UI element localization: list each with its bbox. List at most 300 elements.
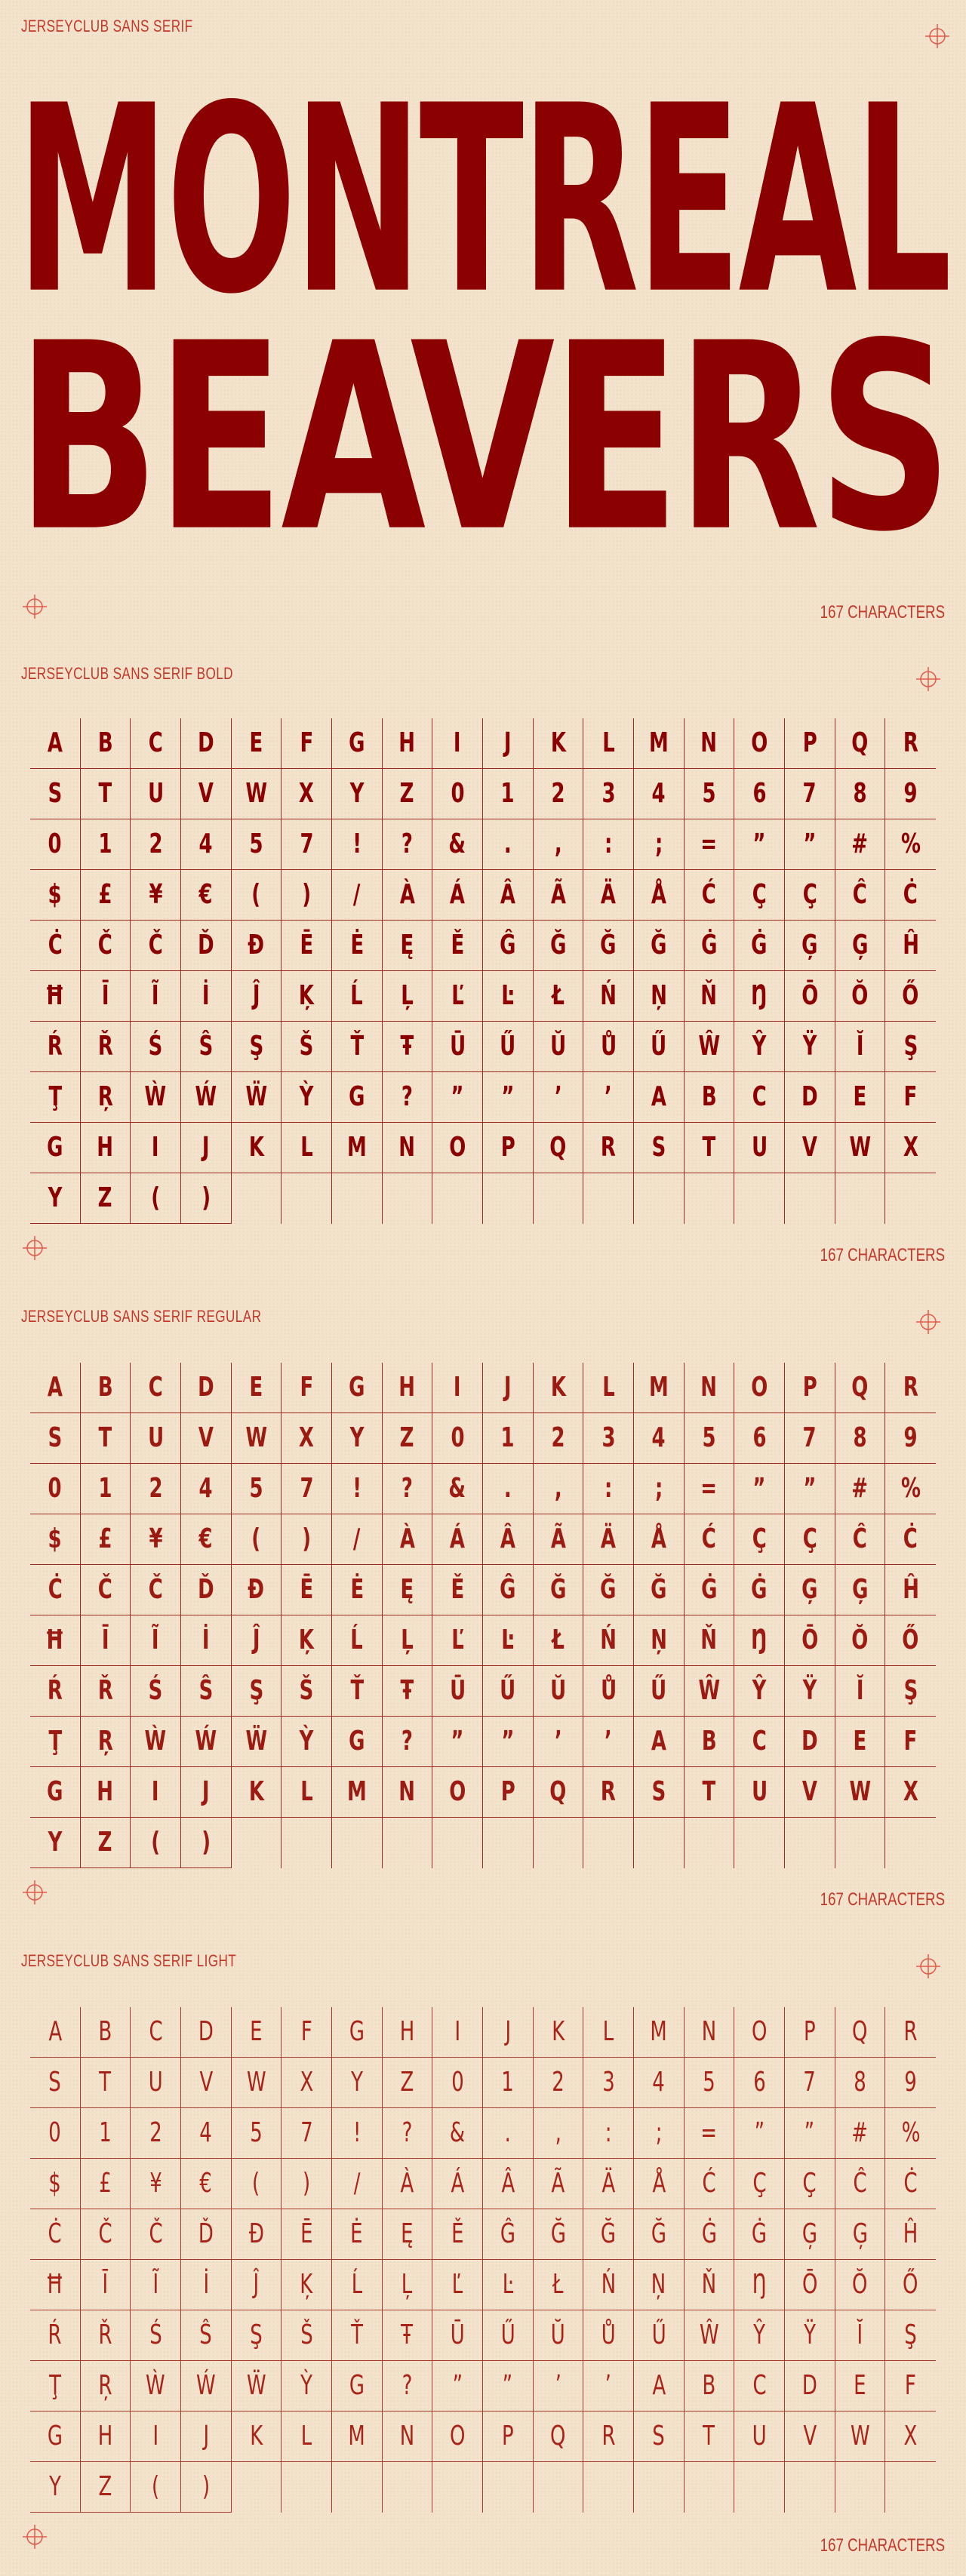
- glyph: Ŵ: [699, 2319, 719, 2350]
- glyph-cell: [885, 2007, 936, 2058]
- glyph: L: [300, 2421, 312, 2452]
- glyph: Ĝ: [500, 2218, 515, 2249]
- glyph: Ģ: [801, 930, 818, 961]
- glyph: Ľ: [451, 1625, 464, 1655]
- glyph: Ģ: [801, 2218, 817, 2249]
- glyph-cell: [81, 2361, 131, 2412]
- glyph-cell: [281, 2412, 332, 2462]
- glyph-cell: [583, 1767, 634, 1818]
- glyph: S: [652, 2421, 666, 2452]
- glyph-cell: [534, 2412, 584, 2462]
- glyph-cell: [583, 2361, 634, 2412]
- glyph-cell: [885, 1666, 936, 1717]
- glyph-cell: [785, 1123, 835, 1173]
- glyph: Ç: [802, 2168, 817, 2199]
- glyph-cell: [685, 1514, 735, 1565]
- glyph-cell: [534, 2159, 584, 2209]
- glyph-cell: [181, 819, 232, 870]
- glyph-cell: [483, 2361, 534, 2412]
- glyph: £: [98, 1523, 112, 1554]
- glyph-cell: [785, 2058, 835, 2108]
- glyph-cell: [181, 1464, 232, 1514]
- glyph: Ě: [451, 1574, 465, 1605]
- glyph-cell: [332, 1717, 383, 1767]
- glyph: Q: [851, 727, 869, 758]
- glyph-cell: [232, 2310, 282, 2361]
- glyph-cell: [483, 2159, 534, 2209]
- glyph: ?: [401, 1726, 414, 1757]
- glyph-cell: [281, 718, 332, 769]
- glyph: Y: [48, 1827, 63, 1858]
- glyph-cell: [281, 2108, 332, 2159]
- glyph: Ğ: [549, 1574, 567, 1605]
- glyph: E: [854, 2370, 866, 2401]
- glyph: Ě: [451, 2218, 464, 2249]
- glyph-cell: [131, 1818, 181, 1868]
- glyph-cell: [30, 2058, 81, 2108]
- glyph: Ġ: [752, 2218, 768, 2249]
- glyph: Ẃ: [196, 2370, 216, 2401]
- glyph: N: [701, 2016, 717, 2047]
- glyph: I: [454, 727, 461, 758]
- glyph-cell: [785, 1413, 835, 1464]
- glyph: Ľ: [451, 2269, 463, 2300]
- glyph-cell: [432, 1123, 483, 1173]
- glyph-cell: [81, 2462, 131, 2513]
- glyph: Ň: [700, 980, 718, 1011]
- crosshair-icon: [21, 1879, 48, 1906]
- glyph: ,: [554, 828, 562, 859]
- glyph: W: [849, 1776, 871, 1807]
- glyph-cell: [281, 1072, 332, 1123]
- glyph: Q: [852, 2016, 868, 2047]
- glyph: R: [903, 2016, 918, 2047]
- glyph: Ķ: [300, 2269, 313, 2300]
- glyph-cell: [181, 1717, 232, 1767]
- glyph: 1: [98, 1473, 112, 1504]
- glyph: D: [801, 2370, 817, 2401]
- glyph: Ċ: [903, 2168, 918, 2199]
- glyph-cell: [81, 1717, 131, 1767]
- glyph: =: [700, 2117, 718, 2148]
- glyph: 4: [652, 2067, 666, 2098]
- glyph: Ĉ: [852, 1523, 868, 1554]
- glyph: T: [703, 2421, 715, 2452]
- glyph-cell: [383, 870, 433, 921]
- glyph: G: [349, 2016, 365, 2047]
- glyph-cell: [534, 2361, 584, 2412]
- glyph-cell: [534, 2209, 584, 2260]
- glyph: Ŵ: [698, 1031, 720, 1062]
- glyph-cell: [232, 1818, 282, 1868]
- glyph-cell: [332, 2412, 383, 2462]
- glyph: 2: [551, 778, 565, 809]
- glyph-cell: [81, 1615, 131, 1666]
- glyph-cell: [81, 2412, 131, 2462]
- glyph-cell: [181, 1072, 232, 1123]
- glyph-cell: [785, 870, 835, 921]
- glyph-cell: [81, 1363, 131, 1413]
- glyph-cell: [383, 1717, 433, 1767]
- glyph: Ş: [250, 2319, 263, 2350]
- glyph: 3: [601, 1422, 616, 1453]
- glyph: Ġ: [701, 2218, 717, 2249]
- glyph-cell: [181, 718, 232, 769]
- glyph: 7: [300, 1473, 314, 1504]
- glyph: N: [398, 1132, 416, 1163]
- glyph-cell: [885, 1565, 936, 1615]
- glyph: Ĉ: [852, 879, 868, 910]
- glyph: R: [601, 2421, 616, 2452]
- glyph-cell: [30, 2007, 81, 2058]
- glyph-cell: [583, 2462, 634, 2513]
- glyph-cell: [281, 870, 332, 921]
- glyph: 6: [752, 778, 767, 809]
- glyph: Č: [149, 2218, 163, 2249]
- glyph: ¥: [149, 879, 163, 910]
- glyph-cell: [634, 1413, 685, 1464]
- glyph-cell: [483, 1072, 534, 1123]
- glyph: H: [97, 1132, 114, 1163]
- glyph: Ç: [802, 1523, 817, 1554]
- glyph-cell: [634, 1464, 685, 1514]
- glyph: U: [148, 2067, 163, 2098]
- glyph: Ỳ: [299, 1081, 314, 1112]
- glyph: Ū: [450, 2319, 465, 2350]
- glyph: 1: [98, 828, 112, 859]
- glyph: 4: [651, 1422, 666, 1453]
- glyph: 2: [149, 828, 163, 859]
- glyph-cell: [785, 1173, 835, 1224]
- glyph-cell: [885, 1818, 936, 1868]
- glyph-cell: [583, 1072, 634, 1123]
- glyph-cell: [483, 2209, 534, 2260]
- glyph-cell: [281, 971, 332, 1022]
- glyph: E: [250, 2016, 263, 2047]
- glyph: ): [302, 879, 312, 910]
- glyph-cell: [281, 1022, 332, 1072]
- glyph-cell: [534, 1022, 584, 1072]
- glyph-cell: [131, 769, 181, 819]
- glyph-cell: [232, 1173, 282, 1224]
- glyph-cell: [734, 921, 785, 971]
- glyph: Ď: [198, 1574, 214, 1605]
- crosshair-icon: [21, 1234, 48, 1262]
- glyph-cell: [232, 1363, 282, 1413]
- glyph: 6: [752, 2067, 766, 2098]
- glyph-cell: [685, 2260, 735, 2310]
- glyph-cell: [131, 2159, 181, 2209]
- glyph: ): [202, 2471, 210, 2502]
- glyph: ”: [754, 2117, 764, 2148]
- glyph: Y: [48, 2471, 61, 2502]
- glyph-cell: [131, 1464, 181, 1514]
- glyph: J: [503, 1372, 512, 1403]
- glyph-cell: [583, 1464, 634, 1514]
- glyph-cell: [534, 2462, 584, 2513]
- glyph-cell: [534, 1514, 584, 1565]
- glyph-cell: [81, 971, 131, 1022]
- glyph-cell: [483, 2310, 534, 2361]
- glyph: Ē: [300, 930, 314, 961]
- glyph-cell: [483, 1123, 534, 1173]
- glyph-cell: [534, 819, 584, 870]
- glyph: J: [202, 2421, 209, 2452]
- glyph: Ẁ: [146, 2370, 165, 2401]
- glyph-cell: [281, 2058, 332, 2108]
- glyph: 7: [802, 778, 817, 809]
- glyph-cell: [383, 1413, 433, 1464]
- glyph-cell: [30, 870, 81, 921]
- glyph-cell: [131, 2260, 181, 2310]
- glyph: $: [48, 2168, 62, 2199]
- glyph-cell: [281, 769, 332, 819]
- glyph: Ĭ: [857, 2319, 863, 2350]
- glyph-cell: [483, 2462, 534, 2513]
- glyph: U: [751, 1776, 768, 1807]
- glyph: Ğ: [550, 2218, 566, 2249]
- glyph-cell: [835, 2462, 886, 2513]
- glyph-cell: [30, 2159, 81, 2209]
- glyph-cell: [835, 769, 886, 819]
- glyph: Ỳ: [300, 2370, 313, 2401]
- glyph-cell: [383, 2108, 433, 2159]
- glyph: Ğ: [549, 930, 567, 961]
- glyph: B: [702, 2370, 716, 2401]
- glyph-cell: [232, 1413, 282, 1464]
- glyph-cell: [30, 1173, 81, 1224]
- glyph-cell: [432, 1666, 483, 1717]
- glyph-cell: [81, 1767, 131, 1818]
- glyph-cell: [332, 870, 383, 921]
- glyph-cell: [432, 2462, 483, 2513]
- glyph-cell: [383, 819, 433, 870]
- glyph: Ł: [552, 2269, 564, 2300]
- glyph-cell: [281, 1615, 332, 1666]
- glyph: G: [349, 1081, 365, 1112]
- glyph: Ń: [600, 1625, 617, 1655]
- glyph: O: [751, 2016, 768, 2047]
- glyph: Å: [651, 879, 666, 910]
- glyph-cell: [583, 2159, 634, 2209]
- glyph-cell: [483, 2108, 534, 2159]
- glyph-cell: [232, 1022, 282, 1072]
- glyph: Ã: [550, 879, 566, 910]
- glyph-cell: [81, 2209, 131, 2260]
- glyph-cell: [332, 2058, 383, 2108]
- glyph-cell: [432, 769, 483, 819]
- glyph: Ç: [802, 879, 817, 910]
- glyph-cell: [583, 1717, 634, 1767]
- glyph: Ŋ: [752, 2269, 767, 2300]
- glyph-cell: [30, 2260, 81, 2310]
- glyph: Ğ: [600, 1574, 617, 1605]
- glyph-cell: [131, 2058, 181, 2108]
- glyph: E: [853, 1081, 867, 1112]
- glyph-cell: [281, 1464, 332, 1514]
- glyph-cell: [685, 1363, 735, 1413]
- glyph: P: [500, 1132, 515, 1163]
- glyph: Ő: [903, 2269, 918, 2300]
- glyph-cell: [785, 718, 835, 769]
- glyph: F: [300, 1372, 314, 1403]
- glyph-cell: [583, 2007, 634, 2058]
- glyph: Ŵ: [698, 1675, 720, 1706]
- glyph: Ĝ: [500, 1574, 516, 1605]
- glyph: Ķ: [299, 1625, 315, 1655]
- glyph: Ģ: [852, 2218, 868, 2249]
- glyph: ”: [501, 1081, 515, 1112]
- glyph: Ĺ: [350, 980, 364, 1011]
- glyph-cell: [232, 1514, 282, 1565]
- glyph-cell: [483, 1717, 534, 1767]
- glyph-cell: [383, 1767, 433, 1818]
- glyph: #: [851, 2117, 869, 2148]
- glyph-cell: [181, 2108, 232, 2159]
- glyph: .: [503, 1473, 512, 1504]
- glyph: 2: [552, 2067, 565, 2098]
- glyph-cell: [483, 2412, 534, 2462]
- glyph: Y: [349, 778, 365, 809]
- glyph: A: [47, 1372, 63, 1403]
- glyph-cell: [583, 870, 634, 921]
- glyph-cell: [383, 2159, 433, 2209]
- glyph-cell: [131, 2310, 181, 2361]
- glyph-cell: [835, 971, 886, 1022]
- glyph-cell: [81, 1072, 131, 1123]
- glyph-cell: [583, 1363, 634, 1413]
- glyph: K: [550, 1372, 566, 1403]
- section-title-bold: JERSEYCLUB SANS SERIF BOLD: [21, 664, 233, 683]
- glyph-cell: [634, 2007, 685, 2058]
- glyph: Đ: [248, 1574, 265, 1605]
- glyph-cell: [181, 2260, 232, 2310]
- glyph-cell: [432, 2412, 483, 2462]
- crosshair-icon: [915, 1953, 942, 1980]
- crosshair-icon: [21, 2523, 48, 2550]
- glyph-cell: [30, 1072, 81, 1123]
- glyph: 9: [904, 2067, 917, 2098]
- glyph-cell: [232, 971, 282, 1022]
- glyph-cell: [383, 2007, 433, 2058]
- glyph-cell: [131, 2462, 181, 2513]
- glyph-cell: [332, 2462, 383, 2513]
- glyph: Q: [550, 2421, 566, 2452]
- glyph: T: [702, 1776, 716, 1807]
- glyph: R: [601, 1776, 617, 1807]
- glyph-cell: [785, 1072, 835, 1123]
- glyph: 5: [250, 2117, 263, 2148]
- glyph: Ė: [349, 930, 364, 961]
- glyph: Ş: [904, 2319, 917, 2350]
- glyph-cell: [885, 1173, 936, 1224]
- glyph-cell: [835, 1666, 886, 1717]
- glyph: ): [303, 2168, 311, 2199]
- glyph-cell: [281, 1717, 332, 1767]
- glyph: W: [246, 2067, 266, 2098]
- glyph-cell: [181, 769, 232, 819]
- glyph-cell: [685, 1818, 735, 1868]
- glyph-cell: [131, 2361, 181, 2412]
- glyph: J: [202, 1776, 210, 1807]
- glyph-cell: [432, 1514, 483, 1565]
- glyph: 9: [903, 1422, 918, 1453]
- glyph-cell: [885, 1464, 936, 1514]
- glyph-cell: [634, 2462, 685, 2513]
- glyph-cell: [432, 2361, 483, 2412]
- glyph-cell: [785, 2412, 835, 2462]
- glyph-cell: [383, 2310, 433, 2361]
- glyph-cell: [483, 1514, 534, 1565]
- glyph: D: [801, 1081, 818, 1112]
- glyph: Ļ: [401, 1625, 414, 1655]
- glyph-cell: [583, 1818, 634, 1868]
- glyph-cell: [685, 1565, 735, 1615]
- glyph: G: [349, 1372, 365, 1403]
- glyph: Ĵ: [252, 1625, 260, 1655]
- glyph: (: [151, 1827, 161, 1858]
- glyph-cell: [232, 718, 282, 769]
- glyph: Ħ: [45, 980, 65, 1011]
- glyph: S: [48, 778, 63, 809]
- glyph: Y: [350, 2067, 363, 2098]
- glyph: ’: [555, 2370, 561, 2401]
- glyph-cell: [281, 1413, 332, 1464]
- glyph-cell: [885, 2310, 936, 2361]
- hero-title: [17, 72, 949, 313]
- glyph-cell: [483, 1615, 534, 1666]
- character-count: 167 CHARACTERS: [820, 1889, 945, 1910]
- glyph: ”: [752, 1473, 766, 1504]
- glyph-cell: [81, 1514, 131, 1565]
- glyph: Ġ: [700, 930, 718, 961]
- glyph: Ĥ: [902, 930, 919, 961]
- glyph-cell: [81, 1123, 131, 1173]
- glyph-cell: [332, 769, 383, 819]
- character-count: 167 CHARACTERS: [820, 602, 945, 622]
- glyph: (: [151, 1182, 161, 1213]
- glyph: Â: [500, 879, 515, 910]
- glyph-cell: [81, 1173, 131, 1224]
- glyph-cell: [232, 2007, 282, 2058]
- glyph-cell: [885, 2209, 936, 2260]
- glyph-cell: [835, 1363, 886, 1413]
- glyph-cell: [785, 1615, 835, 1666]
- glyph-cell: [332, 1666, 383, 1717]
- glyph: 4: [651, 778, 666, 809]
- glyph-cell: [634, 1022, 685, 1072]
- glyph: L: [300, 1776, 313, 1807]
- glyph-cell: [432, 2007, 483, 2058]
- glyph: 5: [702, 778, 716, 809]
- glyph: D: [198, 2016, 214, 2047]
- glyph-cell: [634, 2310, 685, 2361]
- glyph: B: [701, 1726, 717, 1757]
- glyph: 4: [199, 2117, 213, 2148]
- glyph: Ğ: [601, 2218, 617, 2249]
- glyph: (: [251, 1523, 261, 1554]
- glyph-cell: [181, 1666, 232, 1717]
- glyph: Ē: [300, 1574, 314, 1605]
- glyph: C: [752, 2370, 767, 2401]
- glyph: Ć: [701, 879, 717, 910]
- glyph-cell: [232, 1123, 282, 1173]
- glyph-cell: [383, 2462, 433, 2513]
- glyph: Ŋ: [751, 980, 768, 1011]
- glyph: Â: [500, 2168, 515, 2199]
- glyph-cell: [232, 2058, 282, 2108]
- glyph: :: [604, 1473, 613, 1504]
